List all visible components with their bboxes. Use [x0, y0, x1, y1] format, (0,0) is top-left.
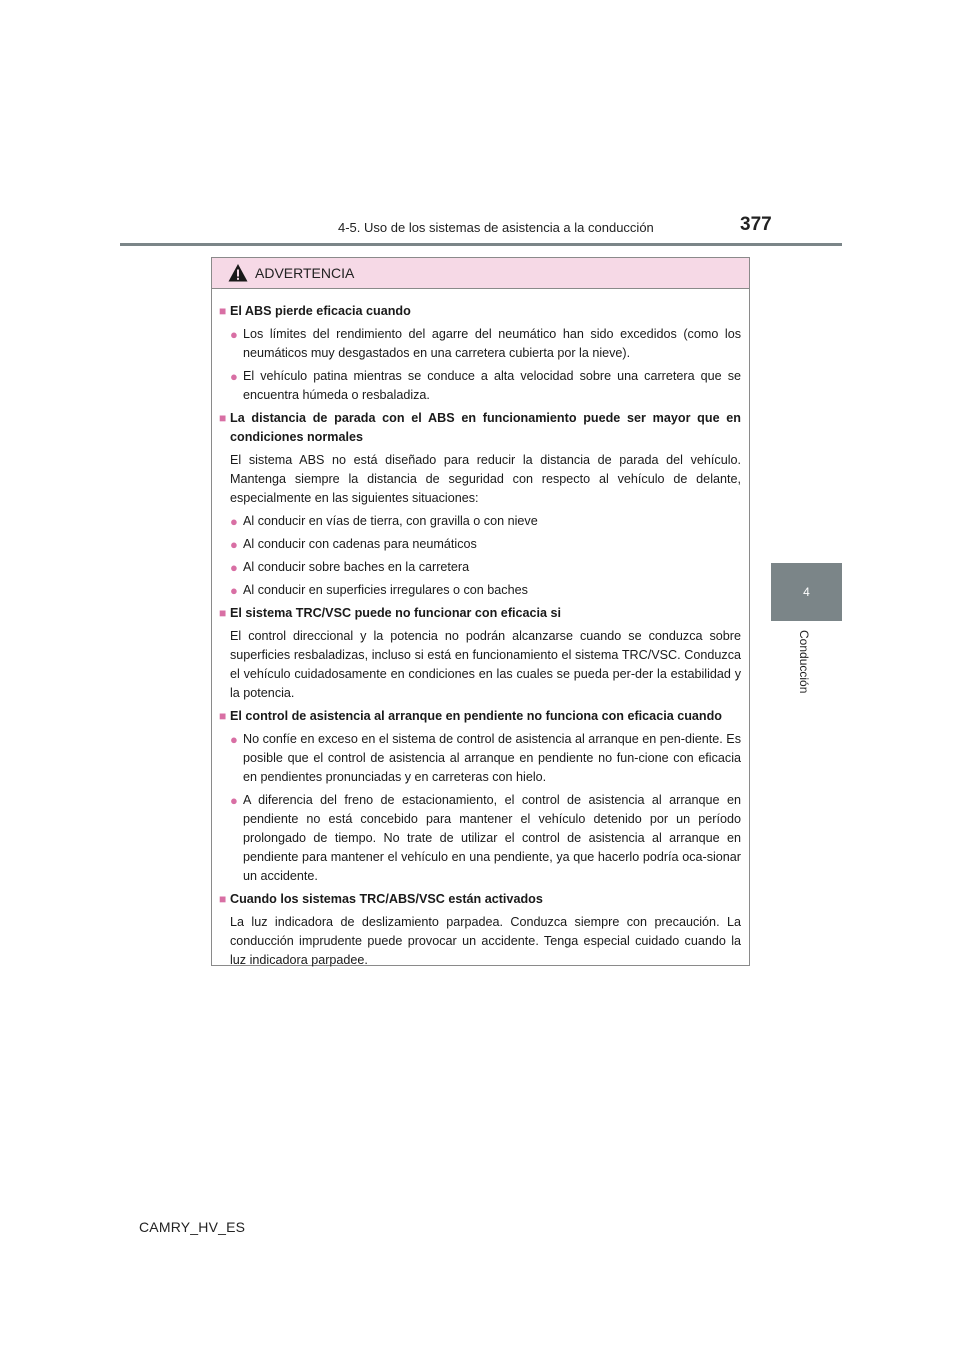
- section-heading-text: El sistema TRC/VSC puede no funcionar con eficacia si: [230, 606, 562, 620]
- warning-triangle-icon: [228, 263, 248, 283]
- square-bullet-icon: ■: [219, 892, 227, 906]
- dot-bullet-icon: ●: [230, 560, 238, 575]
- section-heading: [219, 707, 741, 726]
- bullet-item: [219, 730, 741, 787]
- bullet-item: [219, 791, 741, 886]
- section-heading: [219, 302, 741, 321]
- section-heading: [219, 409, 741, 447]
- section-heading: [219, 890, 741, 909]
- page-number: 377: [740, 214, 772, 235]
- dot-bullet-icon: ●: [230, 369, 238, 384]
- section-heading: [219, 604, 741, 623]
- dot-bullet-icon: ●: [230, 732, 238, 747]
- square-bullet-icon: ■: [219, 411, 227, 425]
- document-code: CAMRY_HV_ES: [139, 1219, 246, 1235]
- bullet-text: Al conducir sobre baches en la carretera: [243, 560, 470, 574]
- section-heading-text: La distancia de parada con el ABS en funcionamiento puede ser mayor que en condiciones normales: [230, 411, 741, 444]
- warning-content: [212, 289, 749, 970]
- warning-box: [211, 257, 750, 966]
- bullet-item: [219, 581, 741, 600]
- header-divider: [120, 243, 842, 246]
- square-bullet-icon: ■: [219, 304, 227, 318]
- section-heading-text: El ABS pierde eficacia cuando: [230, 304, 411, 318]
- dot-bullet-icon: ●: [230, 537, 238, 552]
- dot-bullet-icon: ●: [230, 583, 238, 598]
- bullet-item: [219, 535, 741, 554]
- bullet-text: El vehículo patina mientras se conduce a alta velocidad sobre una carretera que se encuentra húmeda o resbaladiza.: [243, 369, 741, 402]
- bullet-item: [219, 367, 741, 405]
- section-heading-text: Cuando los sistemas TRC/ABS/VSC están activados: [230, 892, 543, 906]
- section-paragraph: El control direccional y la potencia no podrán alcanzarse cuando se conduzca sobre superficies resbaladizas, incluso si está en funcionamiento el sistema TRC/VSC. Conduzca el vehículo cuidadosamente en condiciones en las cuales se pueda per-der la estabilidad y la potencia.: [230, 629, 741, 700]
- bullet-text: Al conducir en superficies irregulares o con baches: [243, 583, 528, 597]
- bullet-text: No confíe en exceso en el sistema de control de asistencia al arranque en pen-diente. Es posible que el control de asistencia al arranque en pendiente no fun-cione con eficacia en pendientes pronunciadas y en carreteras con hielo.: [243, 732, 741, 784]
- section-paragraph: El sistema ABS no está diseñado para reducir la distancia de parada del vehículo. Mantenga siempre la distancia de seguridad con respecto al vehículo de delante, especialmente en las siguientes situaciones:: [230, 453, 741, 505]
- bullet-text: Los límites del rendimiento del agarre del neumático han sido excedidos (como los neumáticos muy desgastados en una carretera cubierta por la nieve).: [243, 327, 741, 360]
- warning-title: ADVERTENCIA: [255, 265, 355, 281]
- bullet-text: A diferencia del freno de estacionamiento, el control de asistencia al arranque en pendiente no está concebido para mantener el vehículo detenido por un período prolongado de tiempo. No trate de utilizar el control de asistencia al arranque en pendiente para mantener el vehículo en una pendiente, ya que hacerlo podría oca-sionar un accidente.: [243, 793, 741, 883]
- section-heading-text: El control de asistencia al arranque en pendiente no funciona con eficacia cuando: [230, 709, 722, 723]
- dot-bullet-icon: ●: [230, 327, 238, 342]
- dot-bullet-icon: ●: [230, 793, 238, 808]
- section-paragraph: La luz indicadora de deslizamiento parpadea. Conduzca siempre con precaución. La conducción imprudente puede provocar un accidente. Tenga especial cuidado cuando la luz indicadora parpadee.: [230, 915, 741, 967]
- square-bullet-icon: ■: [219, 606, 227, 620]
- section-header-title: 4-5. Uso de los sistemas de asistencia a la conducción: [338, 220, 654, 235]
- bullet-item: [219, 558, 741, 577]
- bullet-item: [219, 512, 741, 531]
- bullet-item: [219, 325, 741, 363]
- chapter-tab-label: Conducción: [797, 630, 811, 694]
- bullet-text: Al conducir con cadenas para neumáticos: [243, 537, 477, 551]
- warning-header: [212, 258, 749, 289]
- bullet-text: Al conducir en vías de tierra, con gravilla o con nieve: [243, 514, 538, 528]
- chapter-tab: 4: [771, 563, 842, 621]
- square-bullet-icon: ■: [219, 709, 227, 723]
- dot-bullet-icon: ●: [230, 514, 238, 529]
